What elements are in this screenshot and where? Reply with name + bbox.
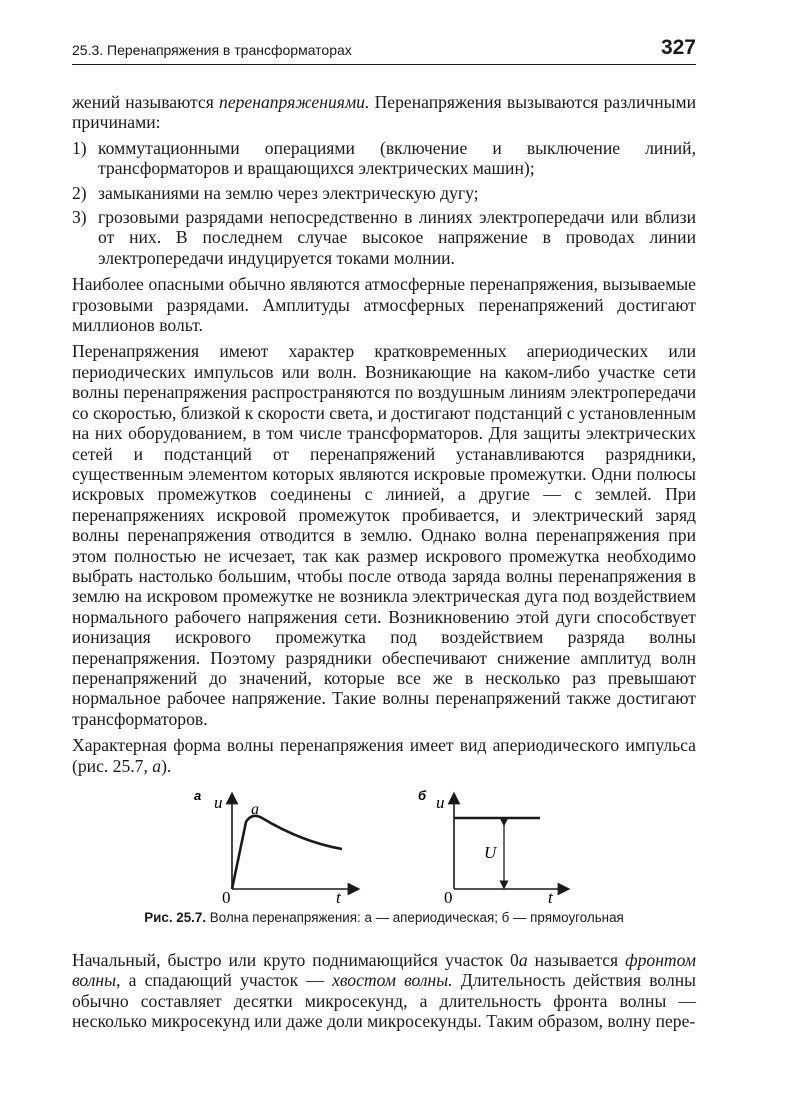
paragraph-3: Перенапряжения имеют характер кратковременных апериодических или периодических импульсов или волн. Возникающие на каком-либо участке сети волны перенапряжения распространяются по воздушным линиям электропередачи со скоростью, близкой к скорости света, и достигают подстанций с установленным на них оборудованием, в том числе трансформаторов. Для защиты электрических сетей и подстанций от перенапряжений устанавливаются разрядники, существенным элементом которых являются искровые промежутки. Одни полюсы искровых промежутков соединены с линией, а другие — с землей. При перенапряжениях искровой промежуток пробивается, и электрический заряд волны перенапряжения отводится в землю. Однако волна перенапряжения при этом полностью не исчезает, так как размер искрового промежутка необходимо выбрать настолько большим, чтобы после отвода заряда волны перенапряжения в землю на искровом промежутке не возникла электрическая дуга под воздействием нормального рабочего напряжения сети. Возникновению этой дуги способствует ионизация искрового промежутка под воздействием разряда волны перенапряжения. Поэтому разрядники обеспечивают снижение амплитуд волн перенапряжений до значений, которые все же в несколько раз превышают нормальное рабочее напряжение. Такие волны перенапряжений также достигают трансформаторов. — [72, 341, 696, 729]
panel-b — [418, 788, 564, 907]
paragraph-4-suffix: ). — [161, 755, 172, 776]
panel-b-t-label: t — [548, 888, 553, 907]
figure-caption-text: Волна перенапряжения: а — апериодическая; б — прямоугольная — [206, 910, 624, 925]
text-block-bottom — [72, 950, 696, 1032]
panel-b-label: б — [418, 788, 427, 803]
list-item-text: коммутационными операциями (включение и выключение линий, трансформаторов и вращающихся электрических машин); — [98, 137, 696, 179]
paragraph-5-italic: а — [518, 950, 528, 970]
paragraph-4-prefix: Характерная форма волны перенапряжения имеет вид апериодического импульса (рис. 25.7, — [72, 735, 696, 776]
panel-a-u-label: u — [214, 793, 223, 812]
list-item-number: 3) — [72, 207, 87, 228]
panel-a-label: а — [194, 788, 202, 803]
paragraph-5-part: Начальный, быстро или круто поднимающийся участок 0 — [72, 950, 519, 970]
figure-25-7 — [72, 786, 696, 932]
term-wave-tail: хвостом волны. — [332, 970, 453, 991]
list-item — [72, 183, 696, 203]
panel-b-amplitude-label: U — [484, 843, 497, 862]
paragraph-5 — [72, 950, 696, 1032]
page-header — [72, 38, 696, 65]
paragraph-4-italic: а — [152, 755, 162, 776]
list-item-number: 1) — [72, 137, 87, 158]
list-item-number: 2) — [72, 182, 87, 203]
text-block-top — [72, 92, 696, 776]
panel-a-wave-curve — [232, 816, 342, 889]
paragraph-5-part: Длительность действия волны обычно составляет десятки микросекунд, а длительность фронта волны — несколько микросекунд или даже доли микросекунды. Таким образом, волну пере- — [72, 970, 696, 1032]
panel-b-origin: 0 — [444, 888, 453, 907]
figure-diagrams — [72, 786, 696, 910]
list-item — [72, 138, 696, 179]
term-wave-front: фронтом волны — [72, 950, 696, 991]
panel-a-t-label: t — [336, 888, 341, 907]
panel-a-peak-label: a — [251, 801, 259, 818]
panel-b-u-label: u — [436, 793, 445, 812]
running-title: 25.3. Перенапряжения в трансформаторах — [72, 42, 352, 58]
panel-a — [194, 788, 354, 907]
list-item-text: замыканиями на землю через электрическую дугу; — [98, 182, 479, 203]
list-item — [72, 207, 696, 268]
term-overvoltages: перенапряжениями. — [219, 92, 370, 112]
paragraph-5-part: называется — [527, 950, 626, 970]
paragraph-4 — [72, 735, 696, 776]
panel-a-origin: 0 — [222, 888, 231, 907]
list-item-text: грозовыми разрядами непосредственно в линиях электропередачи или вблизи от них. В последнем случае высокое напряжение в проводах линии электропередачи индуцируется токами молнии. — [98, 207, 696, 268]
paragraph-5-part: , а спадающий участок — — [116, 970, 333, 991]
paragraph-1-prefix: жений называются — [72, 92, 220, 112]
figure-caption — [72, 910, 696, 925]
paragraph-1-suffix: Перенапряжения вызываются различными причинами: — [72, 92, 696, 133]
page-number: 327 — [660, 36, 696, 59]
paragraph-2: Наиболее опасными обычно являются атмосферные перенапряжения, вызываемые грозовыми разрядами. Амплитуды атмосферных перенапряжений достигают миллионов вольт. — [72, 274, 696, 336]
paragraph-1 — [72, 92, 696, 133]
figure-caption-label: Рис. 25.7. — [144, 910, 207, 925]
causes-list — [72, 138, 696, 268]
